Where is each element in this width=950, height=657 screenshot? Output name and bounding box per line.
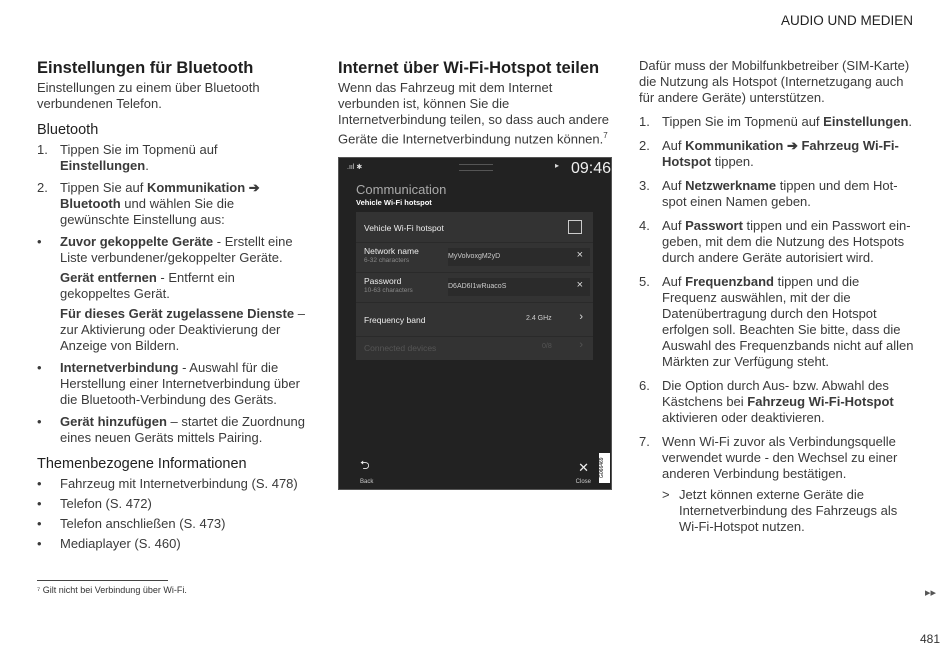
wifi-hotspot-title: Internet über Wi-Fi-Hotspot teilen	[338, 59, 600, 77]
bt-suboption-remove-device: Gerät entfernen - Entfernt ein gekoppeltes Gerät.	[60, 270, 235, 301]
bluetooth-heading: Bluetooth	[37, 122, 99, 138]
screen-subtitle: Vehicle Wi-Fi hotspot	[356, 198, 432, 207]
bottom-bar	[339, 453, 611, 489]
back-icon[interactable]: ⮌	[360, 458, 370, 472]
column-bluetooth-settings	[37, 58, 307, 552]
frequency-band-row[interactable]: Frequency band 2.4 GHz ›	[356, 302, 593, 337]
hotspot-step-5: 5. Auf Frequenzband tippen und die Frequenz auswählen, mit der die Datenübertragung durch den Hotspot erfolgen soll. Beachten Sie bitte, dass die Auswahl des Frequenzbands nicht auf allen Märkten zur Verfügung steht.	[639, 274, 914, 369]
bt-option-internet-connection: • Internetverbindung - Auswahl für die Herstellung einer Internetverbindung über die Bluetooth-Verbindung des Geräts.	[37, 360, 300, 407]
connected-devices-row[interactable]: Connected devices 0/8 ›	[364, 339, 583, 353]
related-link[interactable]: • Telefon (S. 472)	[37, 496, 152, 511]
section-header: AUDIO UND MEDIEN	[780, 13, 913, 28]
drag-handle-icon	[459, 164, 493, 171]
related-link[interactable]: • Fahrzeug mit Internetverbindung (S. 478)	[37, 476, 298, 491]
footnote-divider	[37, 580, 168, 581]
related-info-heading: Themenbezogene Informationen	[37, 456, 247, 472]
clear-icon[interactable]: ×	[576, 249, 583, 261]
bt-suboption-allowed-services: Für dieses Gerät zugelassene Dienste – zur Aktivierung oder Deaktivierung der Anzeige von Bildern.	[60, 306, 305, 353]
status-bar	[339, 158, 611, 180]
hotspot-step-3: 3. Auf Netzwerkname tippen und dem Hotspot einen Namen geben.	[639, 178, 898, 209]
footnote: ⁷ Gilt nicht bei Verbindung über Wi-Fi.	[37, 585, 187, 595]
close-icon[interactable]: ✕	[578, 460, 589, 475]
bluetooth-settings-title: Einstellungen für Bluetooth	[37, 59, 254, 77]
bt-step-1: 1. Tippen Sie im Topmenü auf Einstellungen.	[37, 142, 218, 173]
column-wifi-hotspot	[338, 58, 616, 147]
related-link[interactable]: • Mediaplayer (S. 460)	[37, 536, 181, 551]
clear-icon[interactable]: ×	[576, 279, 583, 291]
hotspot-toggle-row[interactable]: Vehicle Wi-Fi hotspot	[356, 212, 593, 243]
bluetooth-intro: Einstellungen zu einem über Bluetooth verbundenen Telefon.	[37, 80, 260, 111]
password-row[interactable]: Password 10-63 characters D6AD6I1wRuacoS ×	[356, 272, 593, 303]
bt-option-add-device: • Gerät hinzufügen – startet die Zuordnung eines neuen Geräts mittels Pairing.	[37, 414, 305, 445]
signal-bluetooth-icon: .ııl ✱	[347, 164, 363, 171]
hotspot-step-2: 2. Auf Kommunikation ➔ Fahrzeug Wi-Fi-Hotspot tippen.	[639, 138, 899, 169]
hotspot-settings-panel	[356, 212, 593, 360]
network-name-row[interactable]: Network name 6-32 characters MyVolvoxgM2yD ×	[356, 242, 593, 273]
screen-title: Communication	[356, 182, 447, 197]
hotspot-step-6: 6. Die Option durch Aus- bzw. Abwahl des Kästchens bei Fahrzeug Wi-Fi-Hotspot aktivieren oder deaktivieren.	[639, 378, 894, 425]
clock: 09:46	[571, 160, 612, 177]
location-arrow-icon: ▸	[555, 161, 560, 170]
close-button-label[interactable]: Close	[575, 479, 591, 485]
page-number: 481	[920, 632, 941, 646]
hotspot-checkbox[interactable]	[568, 220, 582, 234]
chevron-right-icon: ›	[579, 311, 583, 323]
next-page-icon: ▸▸	[925, 587, 937, 599]
chevron-right-icon: ›	[579, 339, 583, 351]
bt-option-paired-devices: • Zuvor gekoppelte Geräte - Erstellt eine Liste verbundener/gekoppelter Geräte.	[37, 234, 293, 265]
wifi-hotspot-intro: Wenn das Fahrzeug mit dem Internet verbunden ist, können Sie die Internetverbindung teilen, so dass auch andere Geräte die Internetverbindung nutzen können.$^7$	[338, 80, 610, 147]
footnote-ref: 7	[603, 131, 608, 140]
hotspot-result: > Jetzt können externe Geräte die Internetverbindung des Fahrzeugs als Wi-Fi-Hotspot nutzen.	[662, 487, 898, 534]
hotspot-requirement: Dafür muss der Mobilfunkbetreiber (SIM-Karte) die Nutzung als Hotspot (Internetzugang auch für andere Geräte) unterstützen.	[639, 58, 910, 105]
infotainment-screenshot	[338, 157, 612, 490]
related-link[interactable]: • Telefon anschließen (S. 473)	[37, 516, 226, 531]
column-hotspot-steps	[639, 58, 915, 535]
back-button-label[interactable]: Back	[360, 479, 374, 485]
hotspot-step-7: 7. Wenn Wi-Fi zuvor als Verbindungsquelle verwendet wurde - den Wechsel zu einer anderen Verbindung bestätigen.	[639, 434, 898, 481]
figure-code: G066469	[599, 453, 610, 483]
bt-step-2: 2. Tippen Sie auf Kommunikation ➔ Bluetooth und wählen Sie die gewünschte Einstellung aus:	[37, 180, 260, 227]
hotspot-step-1: 1. Tippen Sie im Topmenü auf Einstellungen.	[639, 114, 913, 129]
hotspot-step-4: 4. Auf Passwort tippen und ein Passwort eingeben, mit dem die Nutzung des Hotspots durch andere Geräte autorisiert wird.	[639, 218, 911, 265]
